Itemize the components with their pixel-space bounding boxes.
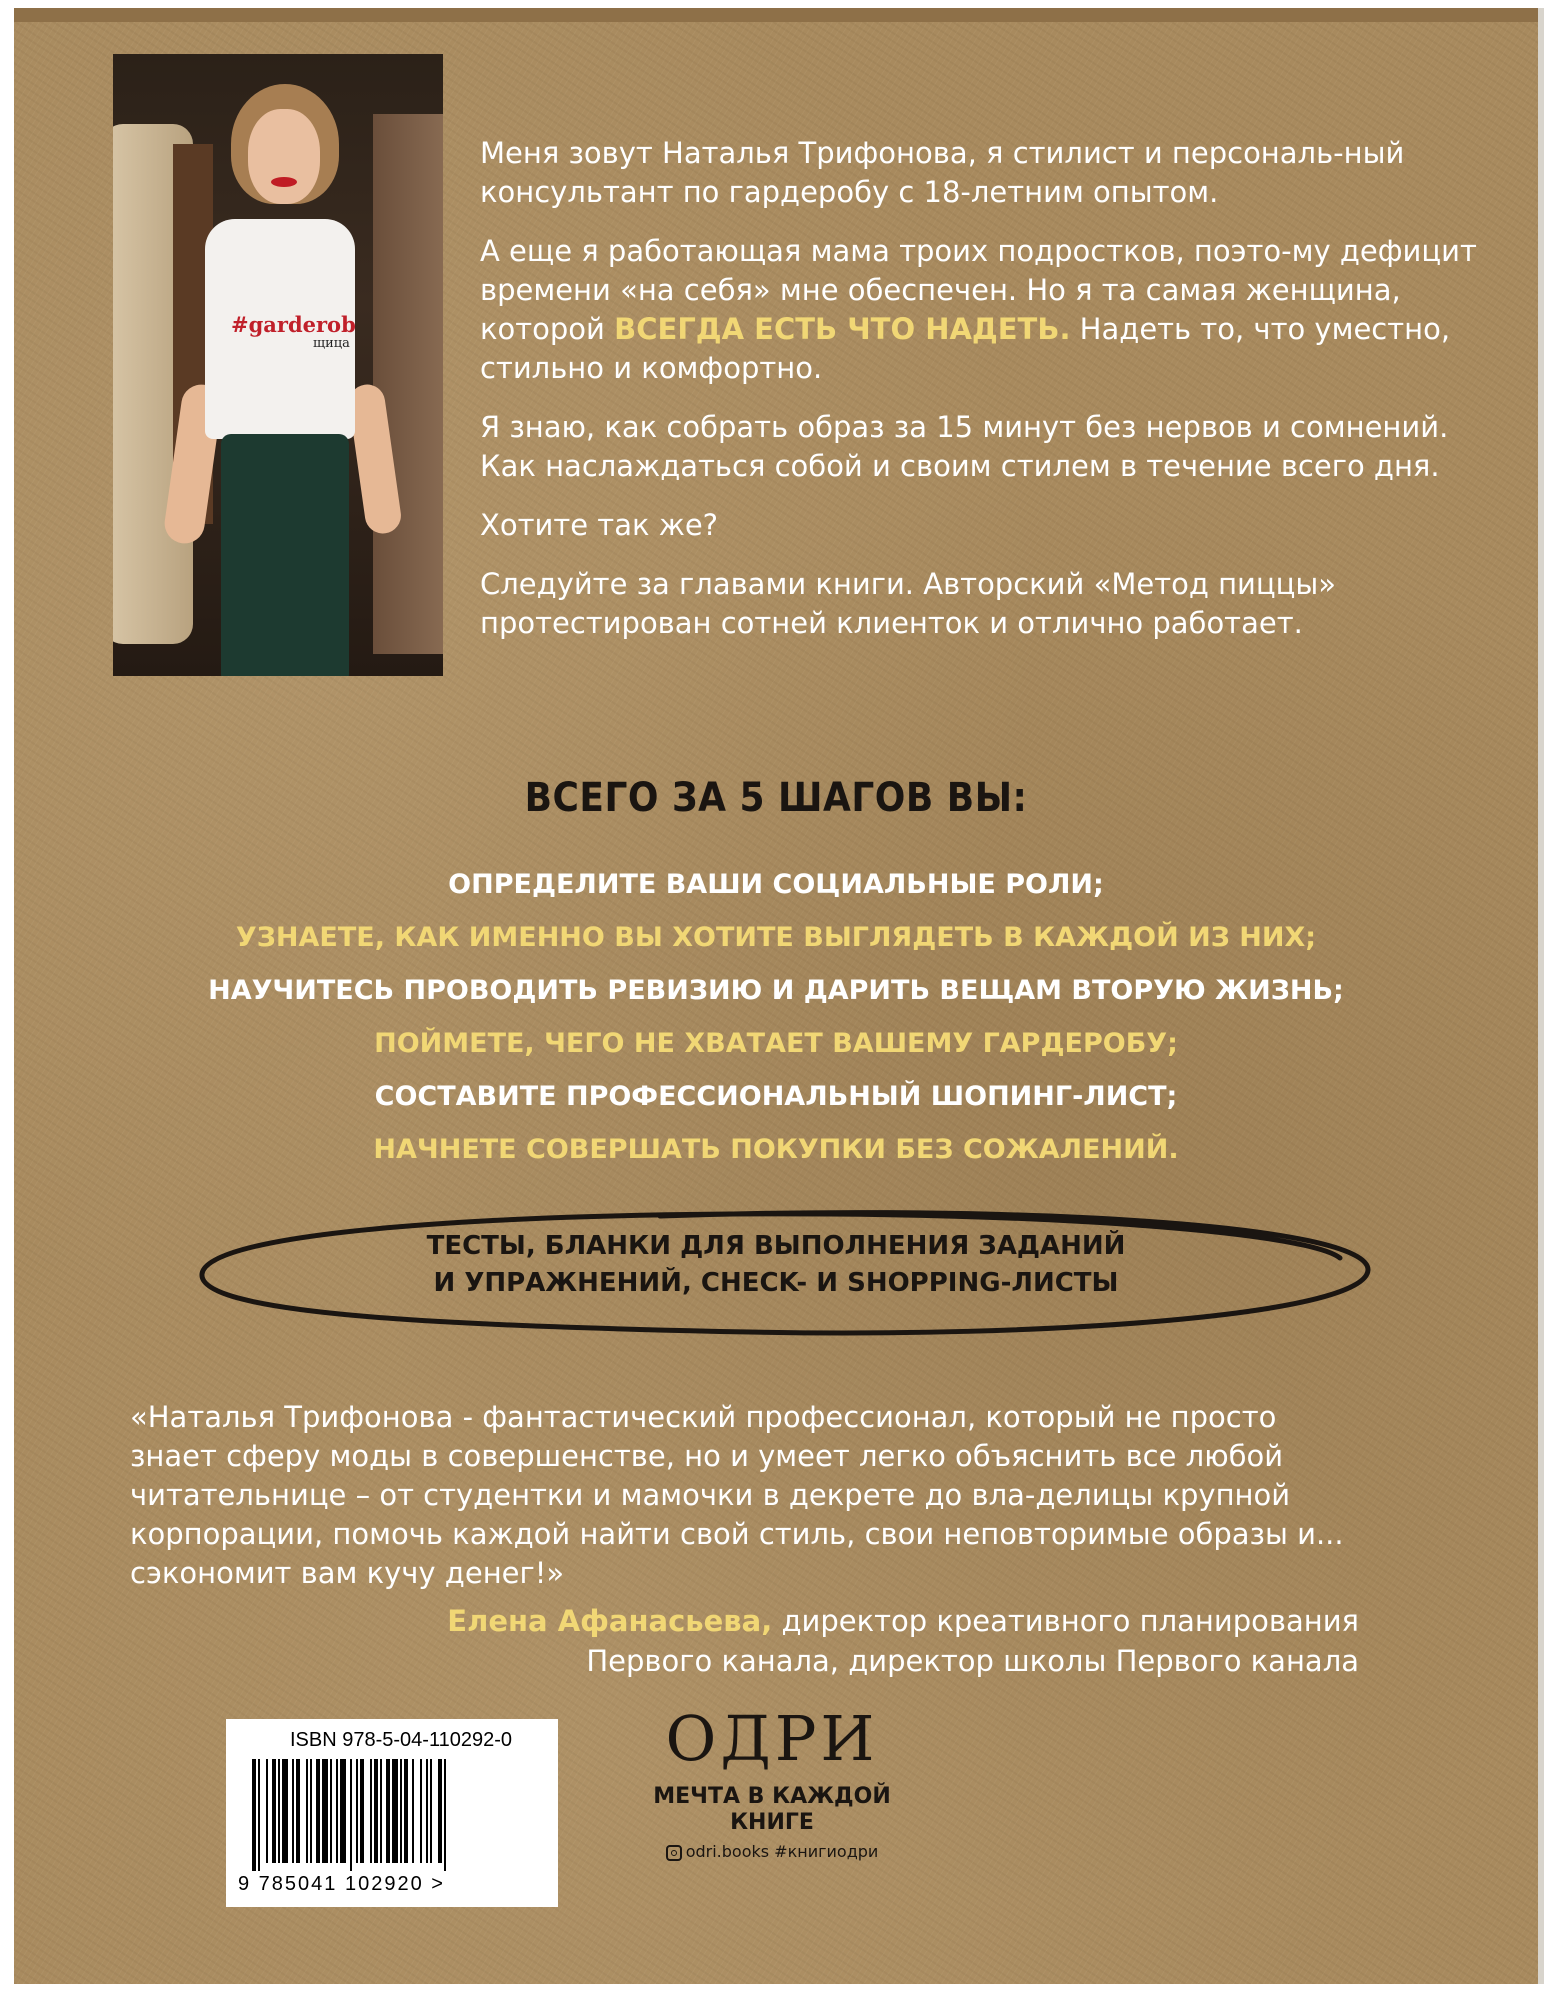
- barcode-bar: [310, 1759, 312, 1863]
- author-role-2: Первого канала, директор школы Первого канала: [586, 1644, 1359, 1678]
- intro-paragraph-1: Меня зовут Наталья Трифонова, я стилист и персональ-ный консультант по гардеробу с 18-летним опытом.: [480, 136, 1405, 209]
- barcode-bar: [400, 1759, 402, 1863]
- tagline-line-1: МЕЧТА В КАЖДОЙ: [653, 1784, 891, 1809]
- quote-text: «Наталья Трифонова - фантастический профессионал, который не просто знает сферу моды в совершенстве, но и умеет легко объяснить все любой читательнице – от студентки и мамочки в декрете до вла-делицы крупной корпорации, помочь каждой найти свой стиль, свои неповторимые образы и... сэкономит вам кучу денег!»: [130, 1400, 1344, 1590]
- barcode-bar: [296, 1759, 300, 1863]
- intro-p2-text: А еще я работающая мама троих подростков, поэто-му дефицит времени «на себя» мне обеспечен. Но я та самая женщина, которой: [480, 234, 1477, 346]
- barcode-bar: [252, 1759, 256, 1871]
- barcode-bar: [350, 1759, 352, 1871]
- intro-paragraph-4: Хотите так же?: [480, 508, 719, 542]
- barcode-bar: [438, 1759, 442, 1863]
- publisher-brand: ОДРИ: [665, 1702, 879, 1775]
- barcode-bar: [370, 1759, 372, 1863]
- barcode-bar: [258, 1759, 260, 1871]
- barcode-bar: [356, 1759, 358, 1863]
- isbn-barcode: [226, 1719, 558, 1907]
- author-face: [248, 109, 320, 204]
- isbn-label: ISBN 978-5-04-110292-0: [290, 1729, 512, 1751]
- barcode-bar: [420, 1759, 422, 1863]
- barcode-bar: [444, 1759, 446, 1871]
- barcode-bar: [340, 1759, 346, 1863]
- barcode-bar: [266, 1759, 268, 1863]
- shirt-print: #garderob: [231, 312, 356, 337]
- barcode-bar: [412, 1759, 414, 1863]
- top-edge: [14, 8, 1538, 22]
- intro-paragraph-2: [480, 232, 1480, 388]
- step-item: УЗНАЕТЕ, КАК ИМЕННО ВЫ ХОТИТЕ ВЫГЛЯДЕТЬ В КАЖДОЙ ИЗ НИХ;: [235, 922, 1317, 953]
- step-item: НАУЧИТЕСЬ ПРОВОДИТЬ РЕВИЗИЮ И ДАРИТЬ ВЕЩАМ ВТОРУЮ ЖИЗНЬ;: [208, 975, 1344, 1006]
- publisher-tagline: [642, 1784, 902, 1836]
- author-pants: [221, 434, 349, 676]
- author-name: Елена Афанасьева,: [447, 1604, 773, 1638]
- instagram-icon: [666, 1845, 682, 1861]
- barcode-bar: [380, 1759, 382, 1863]
- barcode-bar: [404, 1759, 408, 1863]
- author-photo: [113, 54, 443, 676]
- extras-line-2: И УПРАЖНЕНИЙ, CHECK- И SHOPPING-ЛИСТЫ: [433, 1268, 1119, 1298]
- intro-paragraph-5: Следуйте за главами книги. Авторский «Метод пиццы» протестирован сотней клиенток и отлично работает.: [480, 567, 1337, 640]
- author-line-1: [14, 1601, 1359, 1641]
- review-quote: [130, 1398, 1370, 1593]
- barcode-bar: [374, 1759, 378, 1863]
- barcode-bar: [292, 1759, 294, 1863]
- barcode-bar: [282, 1759, 288, 1863]
- steps-title: ВСЕГО ЗА 5 ШАГОВ ВЫ:: [524, 775, 1028, 821]
- extras-line-1: ТЕСТЫ, БЛАНКИ ДЛЯ ВЫПОЛНЕНИЯ ЗАДАНИЙ: [426, 1231, 1126, 1261]
- shirt-print-sub: щица: [313, 336, 350, 351]
- quote-author: [14, 1601, 1359, 1681]
- step-item: НАЧНЕТЕ СОВЕРШАТЬ ПОКУПКИ БЕЗ СОЖАЛЕНИЙ.: [373, 1134, 1179, 1165]
- barcode-bar: [278, 1759, 280, 1863]
- steps-list: [14, 858, 1538, 1176]
- publisher-logo: [642, 1702, 902, 1861]
- barcode-bar: [316, 1759, 320, 1863]
- barcode-bar: [386, 1759, 390, 1863]
- step-item: ПОЙМЕТЕ, ЧЕГО НЕ ХВАТАЕТ ВАШЕМУ ГАРДЕРОБУ;: [374, 1028, 1178, 1059]
- barcode-bar: [392, 1759, 398, 1863]
- publisher-social: [642, 1842, 902, 1861]
- tagline-line-2: КНИГЕ: [730, 1810, 814, 1835]
- step-item: СОСТАВИТЕ ПРОФЕССИОНАЛЬНЫЙ ШОПИНГ-ЛИСТ;: [374, 1081, 1178, 1112]
- barcode-bar: [426, 1759, 428, 1863]
- extras-text: [14, 1228, 1538, 1302]
- wardrobe-coat-right: [373, 114, 443, 654]
- barcode-bar: [360, 1759, 364, 1863]
- barcode-bar: [272, 1759, 276, 1863]
- barcode-bar: [330, 1759, 332, 1863]
- barcode-bar: [322, 1759, 328, 1863]
- barcode-digits: 9 785041 102920 >: [238, 1873, 445, 1895]
- intro-highlight: ВСЕГДА ЕСТЬ ЧТО НАДЕТЬ.: [614, 312, 1071, 346]
- author-lips: [271, 177, 297, 187]
- author-role-1: директор креативного планирования: [772, 1604, 1359, 1638]
- barcode-bar: [336, 1759, 338, 1863]
- barcode-bar: [306, 1759, 308, 1863]
- social-handle: odri.books #книгиодри: [685, 1842, 879, 1861]
- step-item: ОПРЕДЕЛИТЕ ВАШИ СОЦИАЛЬНЫЕ РОЛИ;: [448, 869, 1104, 900]
- intro-paragraph-3: Я знаю, как собрать образ за 15 минут без нервов и сомнений. Как наслаждаться собой и своим стилем в течение всего дня.: [480, 410, 1449, 483]
- book-back-cover: [14, 8, 1544, 1984]
- barcode-bar: [430, 1759, 432, 1863]
- intro-text: [480, 134, 1480, 663]
- intro-p2-end: Надеть то, что уместно, стильно и комфортно.: [480, 312, 1451, 385]
- barcode-bars: [248, 1759, 538, 1871]
